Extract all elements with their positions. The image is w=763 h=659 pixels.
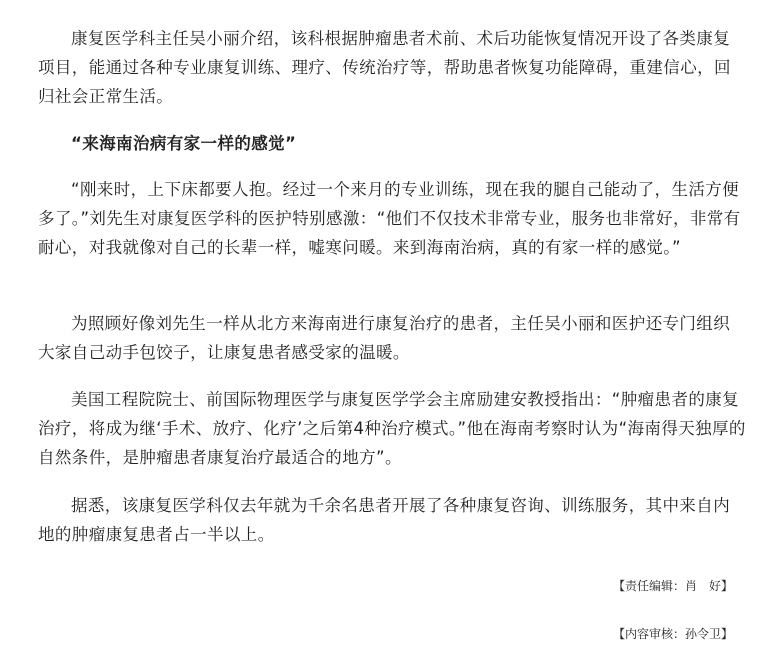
article-paragraph-expert: 美国工程院院士、前国际物理医学与康复医学学会主席励建安教授指出：“肿瘤患者的康复治疗，将成为继‘手术、放疗、化疗’之后第4种治疗模式。”他在海南考察时认为“海南得天独厚的自然条件，是肿瘤患者康复治疗最适合的地方”。	[38, 390, 746, 467]
article-paragraph-intro: 康复医学科主任吴小丽介绍，该科根据肿瘤患者术前、术后功能恢复情况开设了各类康复项目，能通过各种专业康复训练、理疗、传统治疗等，帮助患者恢复功能障碍，重建信心，回归社会正常生活。	[38, 29, 731, 106]
article-paragraph-dumplings: 为照顾好像刘先生一样从北方来海南进行康复治疗的患者，主任吴小丽和医护还专门组织大家自己动手包饺子，让康复患者感受家的温暖。	[38, 314, 731, 362]
reviewer-credit: 【内容审核：孙令卫】	[612, 627, 733, 641]
article-paragraph-patient-quote: “刚来时，上下床都要人抱。经过一个来月的专业训练，现在我的腿自己能动了，生活方便多了。”刘先生对康复医学科的医护特别感激：“他们不仅技术非常专业，服务也非常好，非常有耐心，对我就像对自己的长辈一样，嘘寒问暖。来到海南治病，真的有家一样的感觉。”	[38, 180, 741, 257]
article-paragraph-summary: 据悉，该康复医学科仅去年就为千余名患者开展了各种康复咨询、训练服务，其中来自内地的肿瘤康复患者占一半以上。	[38, 496, 731, 544]
editor-credit: 【责任编辑：肖 好】	[612, 579, 733, 593]
article-subheading: “来海南治病有家一样的感觉”	[71, 134, 297, 153]
